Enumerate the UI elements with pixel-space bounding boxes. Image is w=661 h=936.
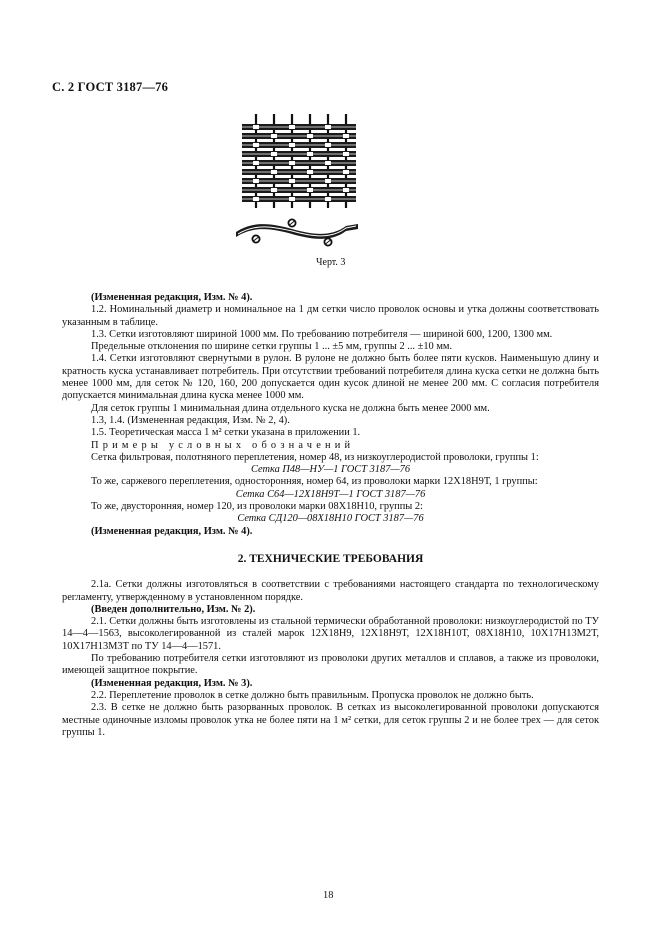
paragraph: 1.3, 1.4. (Измененная редакция, Изм. № 2, 4). xyxy=(91,414,290,426)
paragraph: 1.2. Номинальный диаметр и номинальное на 1 дм сетки число проволок основы и утка должны соответствовать указанным в таблице. xyxy=(62,304,599,328)
paragraph: 2.3. В сетке не должно быть разорванных проволок. В сетках из высоколегированной проволоки допускаются местные одиночные изломы проволок утка не более пяти на 1 м² сетки, для сеток группы 2 и не более трех — для сеток группы 1. xyxy=(62,702,599,738)
page-number: 18 xyxy=(323,890,334,901)
weave-diagram xyxy=(234,112,364,247)
paragraph: Сетка П48—НУ—1 ГОСТ 3187—76 xyxy=(250,464,411,476)
page-header: С. 2 ГОСТ 3187—76 xyxy=(52,80,169,94)
paragraph: Сетка С64—12Х18Н9Т—1 ГОСТ 3187—76 xyxy=(235,488,426,500)
document-body xyxy=(62,292,599,739)
section-heading: 2. ТЕХНИЧЕСКИЕ ТРЕБОВАНИЯ xyxy=(237,552,424,565)
paragraph: 1.3. Сетки изготовляют шириной 1000 мм. По требованию потребителя — шириной 600, 1200, 1300 мм. xyxy=(91,328,553,340)
paragraph: По требованию потребителя сетки изготовляют из проволоки других металлов и сплавов, а также из проволоки, имеющей защитное покрытие. xyxy=(62,653,599,677)
paragraph: Предельные отклонения по ширине сетки группы 1 ... ±5 мм, группы 2 ... ±10 мм. xyxy=(91,341,453,353)
paragraph: (Измененная редакция, Изм. № 4). xyxy=(91,525,253,537)
paragraph: То же, саржевого переплетения, односторонняя, номер 64, из проволоки марки 12Х18Н9Т, 1 группы: xyxy=(91,476,538,488)
paragraph: Для сеток группы 1 минимальная длина отдельного куска не должна быть менее 2000 мм. xyxy=(91,402,490,414)
paragraph: Примеры условных обозначений xyxy=(91,439,355,451)
paragraph: То же, двусторонняя, номер 120, из проволоки марки 08Х18Н10, группы 2: xyxy=(91,501,423,513)
paragraph: Сетка фильтровая, полотняного переплетения, номер 48, из низкоуглеродистой проволоки, группы 1: xyxy=(91,451,539,463)
paragraph: 2.1. Сетки должны быть изготовлены из стальной термически обработанной проволоки: низкоуглеродистой по ТУ 14—4—1563, высоколегированной из сталей марок 12Х18Н9, 12Х18Н9Т, 12Х18Н10Т, 08Х18Н10, 10Х17Н13М2Т, 10Х17Н13М3Т по ТУ 14—4—1571. xyxy=(62,616,599,652)
paragraph: 1.5. Теоретическая масса 1 м² сетки указана в приложении 1. xyxy=(91,427,361,439)
paragraph: Сетка СД120—08Х18Н10 ГОСТ 3187—76 xyxy=(237,513,424,525)
paragraph: (Измененная редакция, Изм. № 4). xyxy=(91,292,253,303)
paragraph: 2.2. Переплетение проволок в сетке должно быть правильным. Пропуска проволок не должно быть. xyxy=(91,689,534,701)
paragraph: (Измененная редакция, Изм. № 3). xyxy=(91,677,253,689)
figure-caption: Черт. 3 xyxy=(316,257,346,268)
paragraph: (Введен дополнительно, Изм. № 2). xyxy=(91,603,256,615)
paragraph: 1.4. Сетки изготовляют свернутыми в рулон. В рулоне не должно быть более пяти кусков. Наименьшую длину и кратность куска устанавливает потребитель. При отсутствии требований потребителя длина куска сетки не должна быть менее 1000 мм, для сеток № 120, 160, 200 допускается один кусок длиной не менее 200 мм. С согласия потребителя допускается минимальная длина куска менее 1000 мм. xyxy=(62,353,599,402)
paragraph: 2.1а. Сетки должны изготовляться в соответствии с требованиями настоящего стандарта по технологическому регламенту, утвержденному в установленном порядке. xyxy=(62,579,599,603)
